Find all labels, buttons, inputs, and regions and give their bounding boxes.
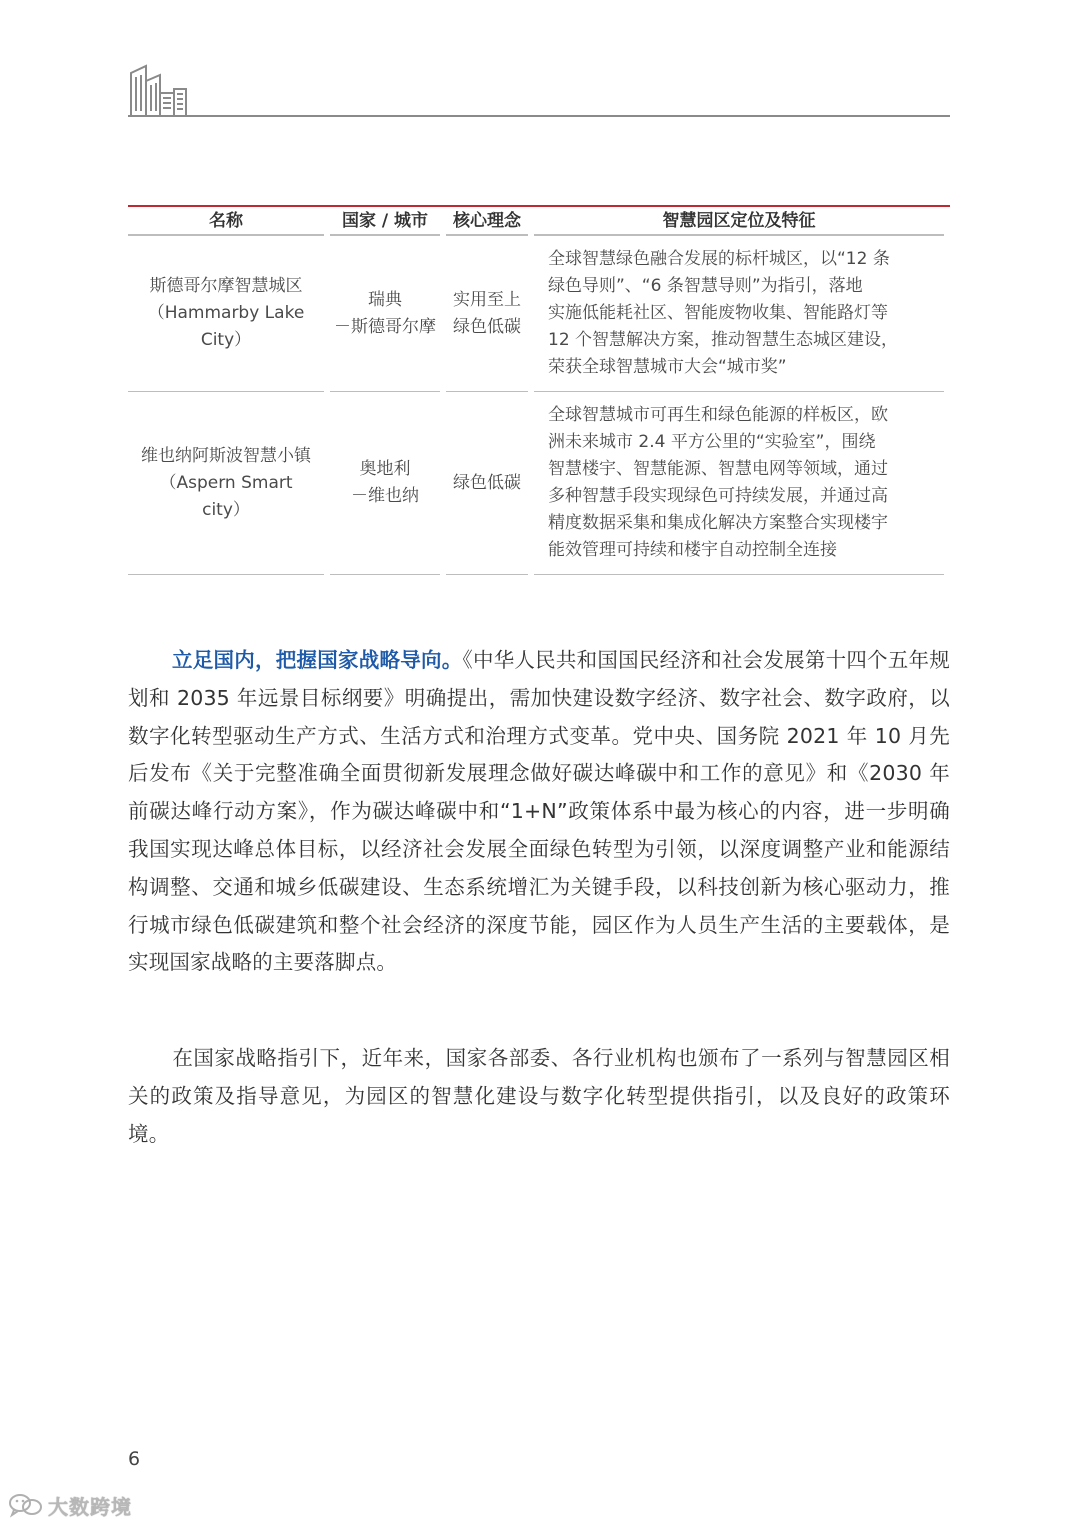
building-logo-icon xyxy=(128,63,190,117)
table-row xyxy=(128,236,950,392)
cell-features: 全球智慧绿色融合发展的标杆城区，以“12 条 绿色导则”、“6 条智慧导则”为指引，落地 实施低能耗社区、智能废物收集、智能路灯等 12 个智慧解决方案，推动智慧生态城区建设， 荣获全球智慧城市大会“城市奖” xyxy=(534,236,944,392)
paragraph-national-strategy xyxy=(128,642,950,982)
cell-country: 瑞典 －斯德哥尔摩 xyxy=(330,236,440,392)
cell-name: 斯德哥尔摩智慧城区 （Hammarby Lake City） xyxy=(128,236,324,392)
comparison-table xyxy=(128,205,950,575)
cell-concept: 实用至上 绿色低碳 xyxy=(446,236,528,392)
watermark xyxy=(8,1490,148,1520)
header-name: 名称 xyxy=(128,207,324,236)
header-country-city: 国家 / 城市 xyxy=(330,207,440,236)
table-header-row xyxy=(128,207,950,236)
paragraph-policy-guidance xyxy=(128,1040,950,1153)
wechat-logo-icon xyxy=(8,1492,44,1518)
paragraph-lead: 立足国内，把握国家战略导向。 xyxy=(172,648,463,672)
header-rule xyxy=(128,115,950,117)
header-core-concept: 核心理念 xyxy=(446,207,528,236)
header-positioning-features: 智慧园区定位及特征 xyxy=(534,207,944,236)
watermark-text: 大数跨境 xyxy=(48,1494,132,1519)
paragraph-body: 《中华人民共和国国民经济和社会发展第十四个五年规划和 2035 年远景目标纲要》明确提出，需加快建设数字经济、数字社会、数字政府，以数字化转型驱动生产方式、生活方式和治理方式变革。党中央、国务院 2021 年 10 月先后发布《关于完整准确全面贯彻新发展理念做好碳达峰碳中和工作的意见》和《2030 年前碳达峰行动方案》，作为碳达峰碳中和“1+N”政策体系中最为核心的内容，进一步明确我国实现达峰总体目标，以经济社会发展全面绿色转型为引领，以深度调整产业和能源结构调整、交通和城乡低碳建设、生态系统增汇为关键手段，以科技创新为核心驱动力，推行城市绿色低碳建筑和整个社会经济的深度节能，园区作为人员生产生活的主要载体，是实现国家战略的主要落脚点。 xyxy=(128,648,950,975)
cell-country: 奥地利 －维也纳 xyxy=(330,392,440,575)
paragraph-body: 在国家战略指引下，近年来，国家各部委、各行业机构也颁布了一系列与智慧园区相关的政策及指导意见，为园区的智慧化建设与数字化转型提供指引，以及良好的政策环境。 xyxy=(128,1046,950,1146)
cell-name: 维也纳阿斯波智慧小镇 （Aspern Smart city） xyxy=(128,392,324,575)
cell-concept: 绿色低碳 xyxy=(446,392,528,575)
page-number: 6 xyxy=(128,1448,141,1470)
cell-features: 全球智慧城市可再生和绿色能源的样板区，欧 洲未来城市 2.4 平方公里的“实验室”，围绕 智慧楼宇、智慧能源、智慧电网等领域，通过 多种智慧手段实现绿色可持续发展，并通过高 精度数据采集和集成化解决方案整合实现楼宇 能效管理可持续和楼宇自动控制全连接 xyxy=(534,392,944,575)
table-row xyxy=(128,392,950,575)
